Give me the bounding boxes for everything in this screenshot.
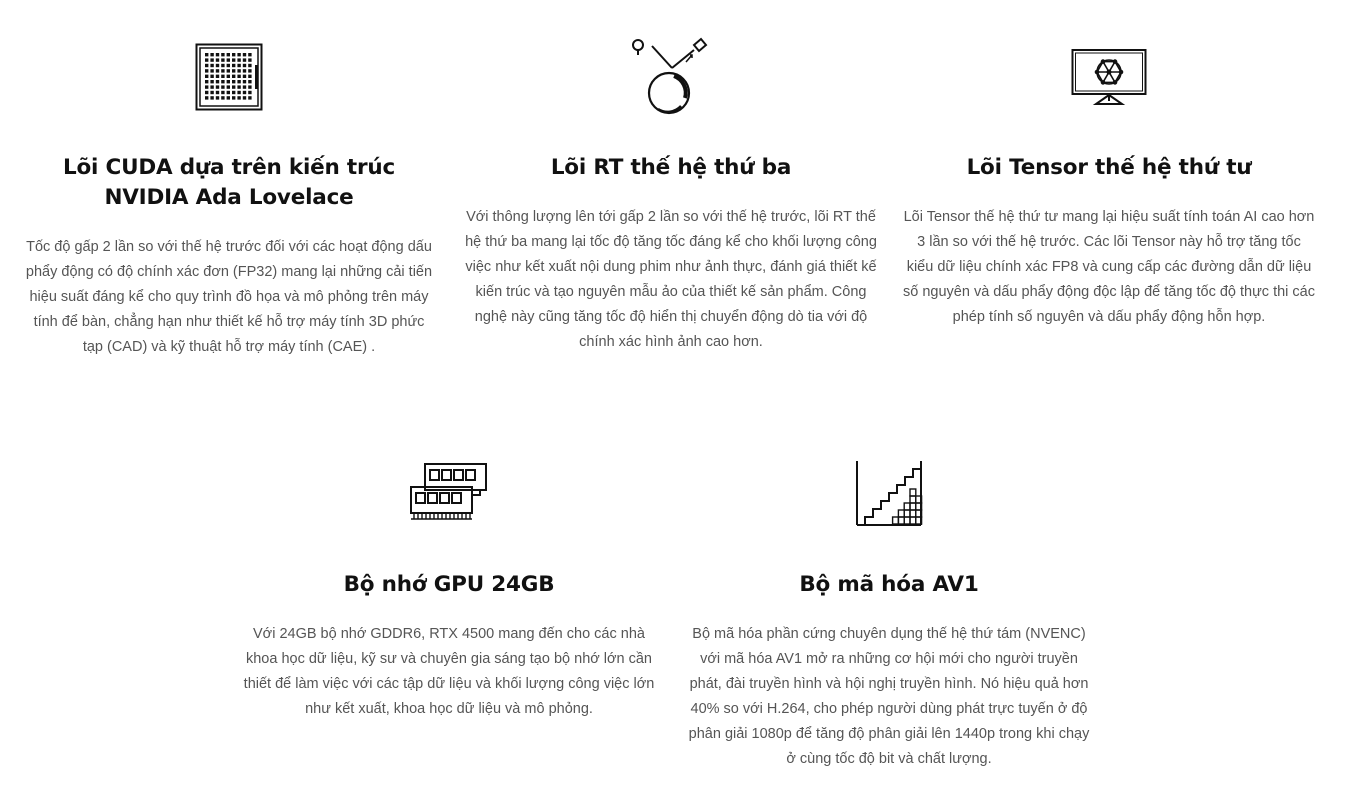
feature-rt-cores [462, 153, 880, 355]
feature-description: Với thông lượng lên tới gấp 2 lần so với thế hệ trước, lõi RT thế hệ thứ ba mang lại tốc độ tăng tốc đáng kể cho khối lượng công việc như kết xuất nội dung phim như ảnh thực, đánh giá thiết kế kiến trúc và tạo nguyên mẫu ảo của thiết kế sản phẩm. Công nghệ này cũng tăng tốc độ hiển thị chuyển động dò tia với độ chính xác hình ảnh cao hơn. [465, 209, 877, 350]
cuda-chip-icon [195, 43, 263, 111]
feature-title: Bộ mã hóa AV1 [799, 572, 979, 597]
feature-description: Tốc độ gấp 2 lần so với thế hệ trước đối với các hoạt động dấu phẩy động có độ chính xác đơn (FP32) mang lại những cải tiến hiệu suất đáng kể cho quy trình đồ họa và mô phỏng trên máy tính để bàn, chẳng hạn như thiết kế hỗ trợ máy tính 3D phức tạp (CAD) và kỹ thuật hỗ trợ máy tính (CAE) . [25, 239, 433, 355]
feature-description: Bộ mã hóa phần cứng chuyên dụng thế hệ thứ tám (NVENC) với mã hóa AV1 mở ra những cơ hội mới cho người truyền phát, đài truyền hình và hội nghị truyền hình. Nó hiệu quả hơn 40% so với H.264, cho phép người dùng phát trực tuyến ở độ phân giải 1080p để tăng độ phân giải lên 1440p trong khi chạy ở cùng tốc độ bit và chất lượng. [688, 626, 1090, 767]
feature-cuda-cores [20, 153, 438, 360]
feature-av1-encoder [680, 570, 1098, 772]
ray-tracing-sphere-icon [628, 36, 712, 118]
memory-modules-icon [409, 462, 489, 522]
feature-description: Lõi Tensor thế hệ thứ tư mang lại hiệu suất tính toán AI cao hơn 3 lần so với thế hệ trước. Các lõi Tensor này hỗ trợ tăng tốc kiểu dữ liệu chính xác FP8 và cung cấp các đường dẫn dữ liệu số nguyên và dấu phẩy động độc lập để tăng tốc độ thực thi các phép tính số nguyên và dấu phẩy động hỗn hợp. [903, 209, 1315, 325]
feature-gpu-memory [240, 570, 658, 722]
feature-tensor-cores [900, 153, 1318, 330]
feature-description: Với 24GB bộ nhớ GDDR6, RTX 4500 mang đến cho các nhà khoa học dữ liệu, kỹ sư và chuyên gia sáng tạo bộ nhớ lớn cần thiết để làm việc với các tập dữ liệu và khối lượng công việc lớn như kết xuất, khoa học dữ liệu và mô phỏng. [243, 626, 655, 717]
feature-title: Lõi RT thế hệ thứ ba [550, 155, 792, 180]
feature-title: Lõi Tensor thế hệ thứ tư [966, 155, 1252, 180]
feature-title: Bộ nhớ GPU 24GB [343, 572, 555, 597]
feature-title: Lõi CUDA dựa trên kiến trúc NVIDIA Ada Lovelace [62, 155, 396, 210]
av1-encoder-staircase-icon [855, 459, 923, 527]
tensor-monitor-icon [1071, 48, 1147, 106]
